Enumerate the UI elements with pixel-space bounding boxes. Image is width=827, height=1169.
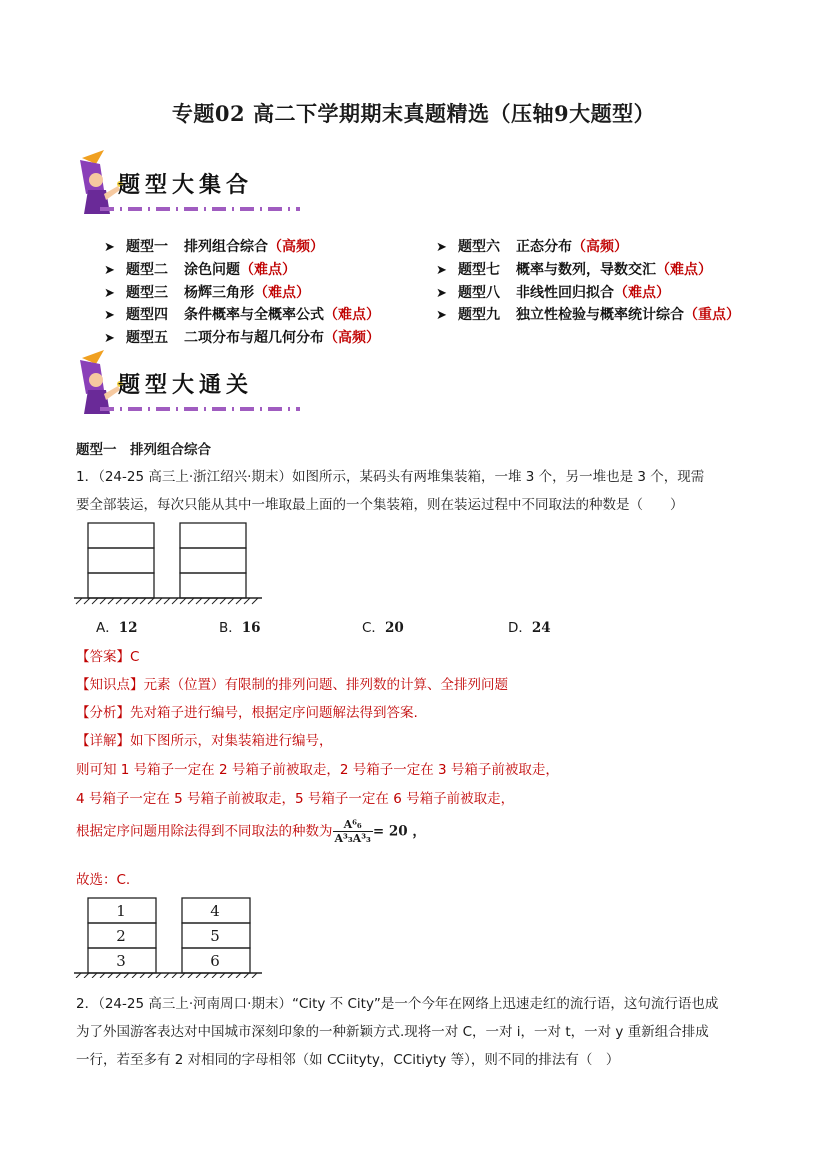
option-d[interactable]: D．24	[508, 620, 551, 636]
arrow-icon: ➤	[104, 263, 115, 278]
q2-line-3: 一行，若至多有 2 对相同的字母相邻（如 CCiityty，CCitiyty 等），则不同的排法有（ ）	[76, 1052, 620, 1068]
detail-line-2: 则可知 1 号箱子一定在 2 号箱子前被取走，2 号箱子一定在 3 号箱子前被取走，	[76, 762, 559, 778]
arrow-icon: ➤	[436, 286, 447, 301]
detail-line-3: 4 号箱子一定在 5 号箱子前被取走，5 号箱子一定在 6 号箱子前被取走，	[76, 791, 515, 807]
answer-line: 【答案】C	[76, 649, 140, 665]
conclusion-line: 故选：C.	[76, 872, 131, 888]
option-c[interactable]: C．20	[362, 620, 404, 636]
q2-line-1: 2．（24-25 高三上·河南周口·期末）“City 不 City”是一个今年在网络上迅速走红的流行语，这句流行语也成	[76, 996, 719, 1012]
analysis-line: 【分析】先对箱子进行编号，根据定序问题解法得到答案.	[76, 705, 418, 721]
container-stacks-figure	[74, 520, 264, 610]
toc-item-2: ➤ 题型二 涂色问题（难点）	[104, 262, 296, 278]
banner-collection-label: 题型大集合	[118, 172, 254, 198]
toc-item-7: ➤ 题型七 概率与数列，导数交汇（难点）	[436, 262, 712, 278]
arrow-icon: ➤	[104, 331, 115, 346]
option-b[interactable]: B．16	[219, 620, 261, 636]
arrow-icon: ➤	[436, 263, 447, 278]
box-label-2: 2	[116, 927, 126, 945]
arrow-icon: ➤	[104, 308, 115, 323]
arrow-icon: ➤	[104, 286, 115, 301]
box-label-4: 4	[210, 902, 220, 920]
option-a[interactable]: A．12	[96, 620, 138, 636]
toc-item-9: ➤ 题型九 独立性检验与概率统计综合（重点）	[436, 307, 740, 323]
formula-fraction: $\frac{\text{A⁶₆}}{\text{A³₃A³₃}}$	[334, 818, 371, 845]
banner-pass-label: 题型大通关	[118, 372, 254, 398]
banner-collection-rule	[100, 207, 300, 211]
box-label-5: 5	[210, 927, 220, 945]
q1-line-1: 1．（24-25 高三上·浙江绍兴·期末）如图所示，某码头有两堆集装箱，一堆 3 个，另一堆也是 3 个，现需	[76, 469, 705, 485]
section-heading: 题型一 排列组合综合	[76, 442, 211, 458]
toc-item-3: ➤ 题型三 杨辉三角形（难点）	[104, 285, 310, 301]
arrow-icon: ➤	[436, 240, 447, 255]
banner-pass	[74, 350, 306, 420]
page-title: 专题02 高二下学期期末真题精选（压轴9大题型）	[171, 101, 656, 126]
toc-item-5: ➤ 题型五 二项分布与超几何分布（高频）	[104, 330, 380, 346]
arrow-icon: ➤	[436, 308, 447, 323]
knowledge-line: 【知识点】元素（位置）有限制的排列问题、排列数的计算、全排列问题	[76, 677, 508, 693]
toc-item-4: ➤ 题型四 条件概率与全概率公式（难点）	[104, 307, 380, 323]
formula-suffix: = 20 ，	[372, 823, 426, 840]
banner-collection	[74, 150, 306, 220]
toc-item-6: ➤ 题型六 正态分布（高频）	[436, 239, 628, 255]
box-label-1: 1	[116, 902, 126, 920]
detail-line-1: 【详解】如下图所示，对集装箱进行编号，	[76, 733, 333, 749]
toc-item-1: ➤ 题型一 排列组合综合（高频）	[104, 239, 324, 255]
banner-pass-rule	[100, 407, 300, 411]
q1-line-2: 要全部装运，每次只能从其中一堆取最上面的一个集装箱，则在装运过程中不同取法的种数是（ ）	[76, 497, 684, 513]
arrow-icon: ➤	[104, 240, 115, 255]
toc-item-8: ➤ 题型八 非线性回归拟合（难点）	[436, 285, 670, 301]
formula-prefix: 根据定序问题用除法得到不同取法的种数为	[76, 823, 333, 840]
box-label-3: 3	[116, 952, 126, 970]
box-label-6: 6	[210, 952, 220, 970]
formula-line	[76, 818, 426, 845]
q2-line-2: 为了外国游客表达对中国城市深刻印象的一种新颖方式.现将一对 C，一对 i，一对 t，一对 y 重新组合排成	[76, 1024, 709, 1040]
